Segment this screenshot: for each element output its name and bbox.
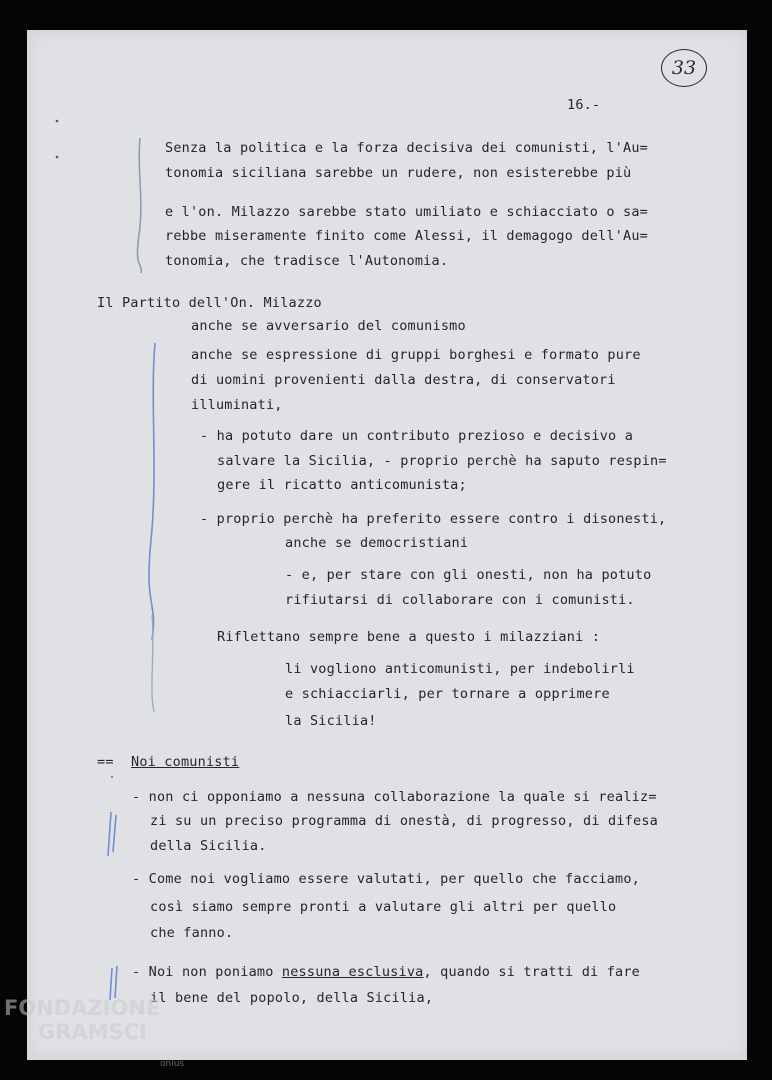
text-line: della Sicilia.: [150, 838, 267, 854]
text-line: così siamo sempre pronti a valutare gli altri per quello: [150, 899, 617, 915]
section-heading: Noi comunisti: [131, 754, 240, 770]
text-line: gere il ricatto anticomunista;: [217, 477, 467, 493]
text-span: - Noi non poniamo: [132, 964, 282, 980]
text-line: illuminati,: [191, 397, 283, 413]
text-line: la Sicilia!: [285, 713, 377, 729]
text-line: Il Partito dell'On. Milazzo: [97, 295, 322, 311]
pen-tick-mark: [108, 812, 116, 856]
text-line: anche se democristiani: [285, 535, 469, 551]
text-line: - e, per stare con gli onesti, non ha potuto: [285, 567, 652, 583]
text-line: e l'on. Milazzo sarebbe stato umiliato e schiacciato o sa=: [165, 204, 649, 220]
watermark-suffix: onlus: [160, 1059, 185, 1069]
text-line: e schiacciarli, per tornare a opprimere: [285, 686, 610, 702]
folio-stamp: 33: [661, 49, 707, 87]
text-line: li vogliono anticomunisti, per indebolirli: [285, 661, 635, 677]
text-line: - ha potuto dare un contributo prezioso e decisivo a: [200, 428, 634, 444]
text-line: Senza la politica e la forza decisiva dei comunisti, l'Au=: [165, 140, 649, 156]
text-line: anche se espressione di gruppi borghesi e formato pure: [191, 347, 641, 363]
pen-margin-line: [149, 343, 155, 640]
paper-speck: [111, 776, 113, 778]
pen-tick-mark: [110, 966, 117, 1000]
paper-speck: [56, 156, 59, 159]
text-line: - non ci opponiamo a nessuna collaborazione la quale si realiz=: [132, 789, 657, 805]
pen-margin-line: [137, 138, 141, 273]
page-number: 16.-: [567, 97, 601, 113]
watermark-line1: FONDAZIONE: [4, 996, 161, 1020]
text-line: rifiutarsi di collaborare con i comunisti.: [285, 592, 635, 608]
text-line: di uomini provenienti dalla destra, di conservatori: [191, 372, 616, 388]
watermark-line2: GRAMSCI: [38, 1020, 147, 1044]
text-line: - proprio perchè ha preferito essere contro i disonesti,: [200, 511, 667, 527]
archive-watermark-logo: [4, 996, 185, 1069]
paper-speck: [56, 120, 59, 123]
section-marker: ==: [97, 754, 114, 770]
text-line: rebbe miseramente finito come Alessi, il demagogo dell'Au=: [165, 228, 649, 244]
text-line: zi su un preciso programma di onestà, di progresso, di difesa: [150, 813, 658, 829]
text-line: il bene del popolo, della Sicilia,: [150, 990, 434, 1006]
text-line: Riflettano sempre bene a questo i milazziani :: [217, 629, 601, 645]
text-line: - Come noi vogliamo essere valutati, per quello che facciamo,: [132, 871, 640, 887]
text-line: anche se avversario del comunismo: [191, 318, 466, 334]
underlined-phrase: nessuna esclusiva: [281, 964, 424, 980]
text-span: , quando si tratti di fare: [423, 964, 641, 980]
text-line: che fanno.: [150, 925, 234, 941]
text-line: tonomia, che tradisce l'Autonomia.: [165, 253, 449, 269]
text-line: salvare la Sicilia, - proprio perchè ha saputo respin=: [217, 453, 667, 469]
text-line: tonomia siciliana sarebbe un rudere, non esisterebbe più: [165, 165, 632, 181]
